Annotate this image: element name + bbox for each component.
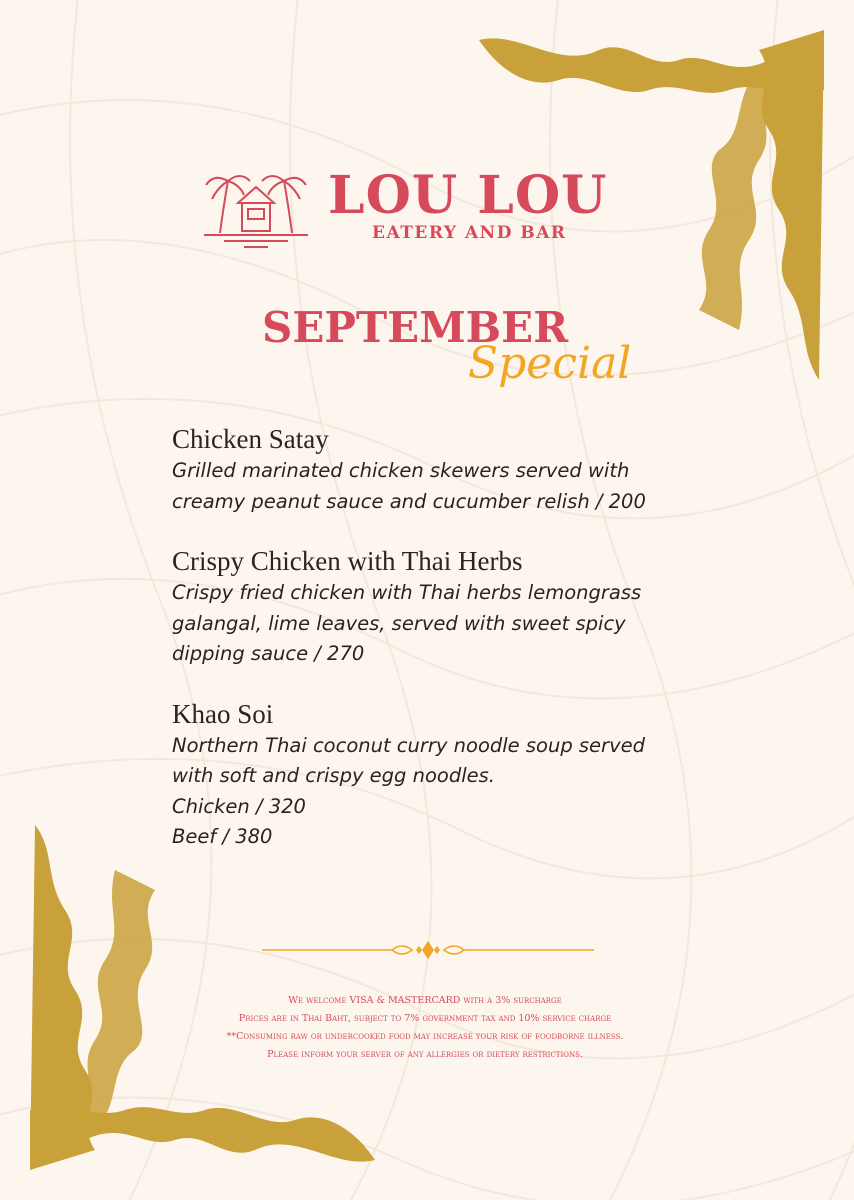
menu-item-line: creamy peanut sauce and cucumber relish / 200: [172, 489, 646, 513]
menu-item: [172, 544, 692, 670]
diamond-divider-icon: [262, 938, 594, 962]
menu-item: [172, 697, 692, 853]
menu-item: [172, 422, 692, 517]
menu-item-line: Northern Thai coconut curry noodle soup served: [172, 733, 645, 757]
menu-item-line: galangal, lime leaves, served with sweet spicy: [172, 611, 626, 635]
page-title-script: Special: [468, 338, 632, 389]
page-title: SEPTEMBER: [262, 303, 569, 352]
menu-item-name: Crispy Chicken with Thai Herbs: [172, 546, 523, 576]
footer-line: Prices are in Thai Baht, subject to 7% government tax and 10% service charge: [238, 1013, 612, 1024]
menu-item-description: [172, 456, 692, 517]
menu-item-description: [172, 731, 692, 853]
footer-notes: [160, 992, 690, 1064]
menu-item-line: with soft and crispy egg noodles.: [172, 764, 496, 787]
menu-item-line: Beef / 380: [172, 825, 273, 848]
brand-name: LOU LOU: [328, 165, 608, 226]
menu-item-line: dipping sauce / 270: [172, 642, 365, 665]
brand-logo: [200, 163, 660, 253]
footer-line: **Consuming raw or undercooked food may increase your risk of foodborne illness.: [226, 1031, 624, 1042]
menu-item-name: Chicken Satay: [172, 424, 329, 454]
brand-subtitle: EATERY AND BAR: [372, 223, 567, 243]
footer-line: Please inform your server of any allergies or dietery restrictions.: [267, 1049, 583, 1060]
menu-item-line: Crispy fried chicken with Thai herbs lemongrass: [172, 581, 642, 604]
menu-item-description: [172, 578, 692, 670]
menu-list: [172, 422, 692, 880]
menu-item-line: Grilled marinated chicken skewers served with: [172, 459, 630, 482]
footer-line: We welcome VISA & MASTERCARD with a 3% surcharge: [288, 995, 562, 1006]
menu-item-line: Chicken / 320: [172, 794, 306, 818]
palm-hut-logo-icon: [200, 163, 312, 253]
menu-item-name: Khao Soi: [172, 698, 274, 729]
